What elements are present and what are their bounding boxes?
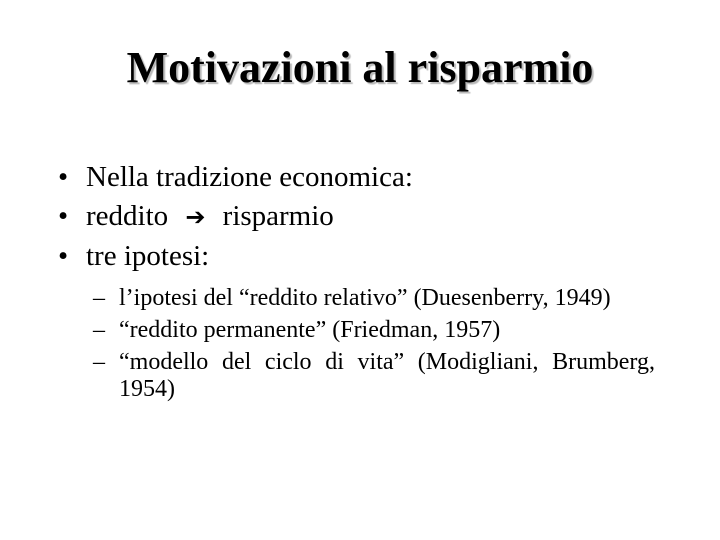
sub-bullet-item [93, 349, 655, 403]
bullet-marker: • [58, 200, 69, 232]
sub-bullet-list [93, 285, 655, 408]
sub-bullet-marker: – [93, 285, 105, 311]
bullet-marker: • [58, 240, 69, 272]
sub-bullet-text: “modello del ciclo di vita” (Modigliani, Brumberg, 1954) [119, 349, 655, 402]
bullet-text: Nella tradizione economica: [86, 161, 413, 193]
sub-bullet-text: l’ipotesi del “reddito relativo” (Duesenberry, 1949) [119, 285, 611, 311]
bullet-list [58, 158, 668, 276]
sub-bullet-text: “reddito permanente” (Friedman, 1957) [119, 317, 501, 343]
bullet-item [58, 158, 668, 197]
bullet-text: risparmio [222, 200, 334, 232]
bullet-text: tre ipotesi: [86, 240, 210, 272]
sub-bullet-marker: – [93, 349, 105, 375]
bullet-item [58, 237, 668, 276]
bullet-text: reddito [86, 200, 169, 232]
bullet-marker: • [58, 161, 69, 193]
sub-bullet-item [93, 317, 655, 344]
slide-title: Motivazioni al risparmio [126, 43, 594, 92]
arrow-right-icon: ➔ [185, 203, 206, 231]
sub-bullet-item [93, 285, 655, 312]
bullet-item [58, 197, 668, 237]
sub-bullet-marker: – [93, 317, 105, 343]
